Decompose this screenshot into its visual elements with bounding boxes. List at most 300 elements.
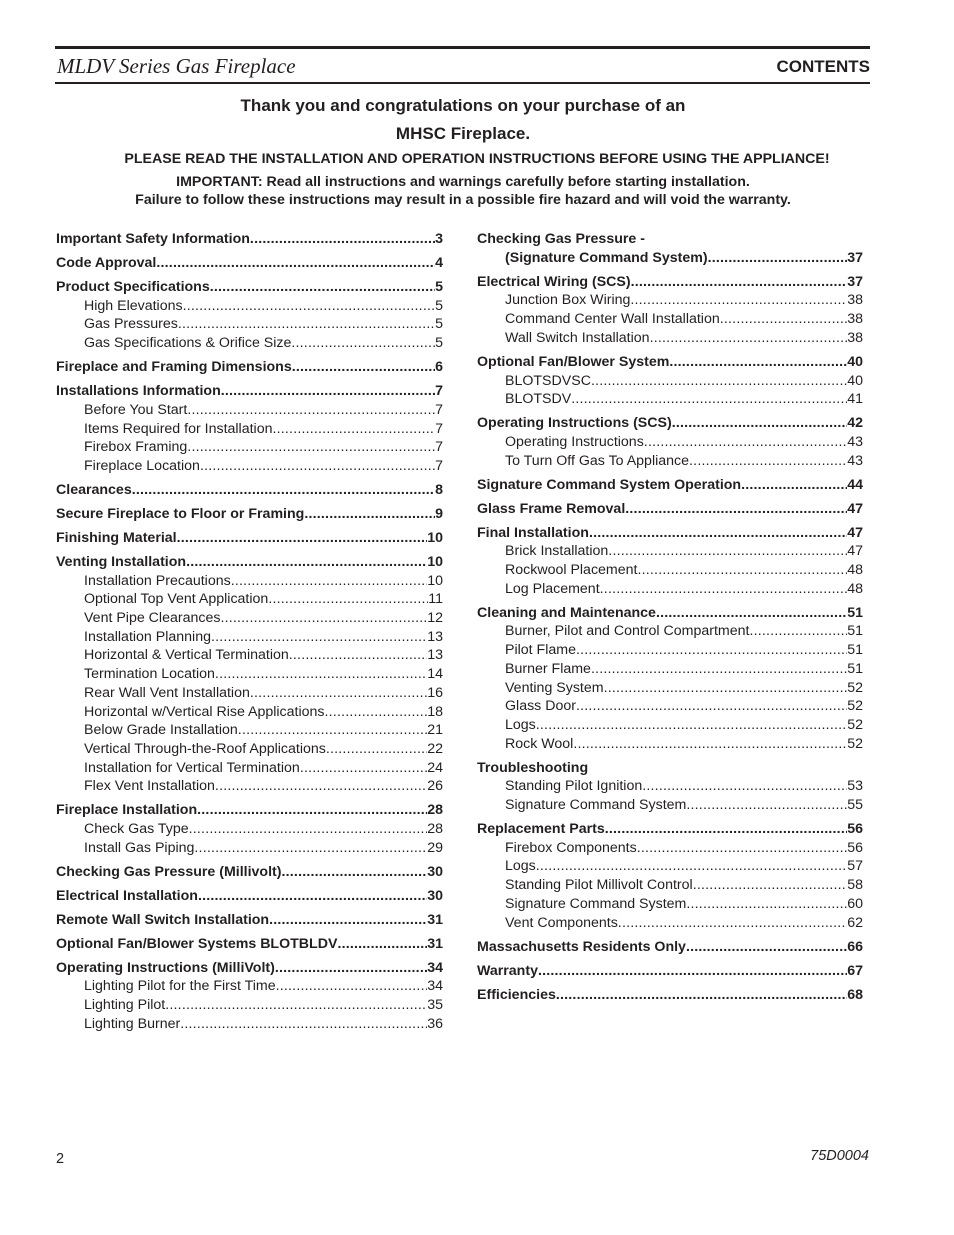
- toc-subentry[interactable]: [477, 735, 863, 754]
- toc-dot-leader: [536, 857, 847, 876]
- toc-page-number: 5: [435, 316, 443, 333]
- toc-entry[interactable]: [477, 938, 863, 957]
- toc-dot-leader: [686, 938, 847, 957]
- toc-entry-title: Standing Pilot Ignition: [505, 778, 643, 795]
- toc-entry-title: Horizontal & Vertical Termination: [84, 647, 289, 664]
- toc-subentry[interactable]: [477, 679, 863, 698]
- toc-dot-leader: [325, 703, 428, 722]
- toc-entry-title: Secure Fireplace to Floor or Framing: [56, 505, 305, 522]
- toc-dot-leader: [686, 895, 847, 914]
- toc-entry-title: Horizontal w/Vertical Rise Applications: [84, 703, 325, 720]
- toc-dot-leader: [272, 420, 435, 439]
- toc-dot-leader: [669, 353, 847, 372]
- toc-entry-title: Venting System: [505, 679, 604, 696]
- toc-entry-title: Vent Pipe Clearances: [84, 610, 221, 627]
- toc-entry[interactable]: [56, 505, 443, 524]
- toc-entry-title: Venting Installation: [56, 553, 187, 570]
- toc-dot-leader: [194, 839, 427, 858]
- toc-page-number: 67: [847, 962, 863, 979]
- toc-page-number: 13: [427, 628, 443, 645]
- toc-entry[interactable]: [56, 863, 443, 882]
- toc-subentry[interactable]: [56, 438, 443, 457]
- toc-subentry[interactable]: [477, 857, 863, 876]
- toc-dot-leader: [221, 382, 435, 401]
- toc-entry-title: Flex Vent Installation: [84, 778, 215, 795]
- toc-page-number: 12: [427, 610, 443, 627]
- toc-page-number: 6: [435, 359, 443, 376]
- toc-entry[interactable]: [477, 414, 863, 433]
- toc-entry[interactable]: [477, 759, 863, 778]
- toc-dot-leader: [180, 1015, 427, 1034]
- toc-subentry[interactable]: [56, 740, 443, 759]
- toc-subentry[interactable]: [477, 310, 863, 329]
- toc-dot-leader: [605, 820, 847, 839]
- toc-dot-leader: [304, 505, 435, 524]
- toc-subentry[interactable]: [477, 839, 863, 858]
- toc-entry-title: Signature Command System: [505, 797, 687, 814]
- toc-subentry[interactable]: [477, 876, 863, 895]
- toc-entry-title[interactable]: Checking Gas Pressure -: [477, 231, 645, 247]
- toc-dot-leader: [708, 249, 848, 268]
- toc-entry-title: Massachusetts Residents Only: [477, 938, 686, 955]
- toc-entry-title: Firebox Framing: [84, 439, 188, 456]
- toc-page-number: 52: [847, 735, 863, 752]
- toc-page-number: 41: [847, 391, 863, 408]
- toc-dot-leader: [292, 358, 435, 377]
- toc-entry-title: Install Gas Piping: [84, 839, 195, 856]
- toc-page-number: 10: [427, 553, 443, 570]
- toc-dot-leader: [337, 935, 427, 954]
- toc-entry-title: BLOTSDV: [505, 391, 572, 408]
- toc-dot-leader: [178, 315, 435, 334]
- toc-dot-leader: [672, 414, 848, 433]
- toc-subentry[interactable]: [56, 820, 443, 839]
- toc-page-number: 8: [435, 481, 443, 498]
- toc-dot-leader: [556, 986, 847, 1005]
- toc-page-number: 68: [847, 986, 863, 1003]
- toc-subentry[interactable]: [56, 996, 443, 1015]
- toc-dot-leader: [656, 604, 847, 623]
- toc-subentry[interactable]: [477, 697, 863, 716]
- page-number: 2: [56, 1151, 65, 1167]
- toc-dot-leader: [576, 641, 847, 660]
- toc-entry-title: Glass Frame Removal: [477, 500, 626, 517]
- toc-page-number: 37: [847, 273, 863, 290]
- toc-dot-leader: [165, 996, 427, 1015]
- toc-entry-title: Optional Fan/Blower System: [477, 353, 670, 370]
- toc-dot-leader: [573, 735, 847, 754]
- toc-entry-title: Clearances: [56, 481, 132, 498]
- toc-entry-title: Product Specifications: [56, 279, 210, 295]
- toc-dot-leader: [183, 297, 436, 316]
- toc-entry-title: Signature Command System Operation: [477, 476, 742, 493]
- toc-entry-title: Logs: [505, 858, 536, 875]
- toc-page-number: 35: [427, 997, 443, 1014]
- toc-dot-leader: [600, 580, 848, 599]
- toc-entry-title: Items Required for Installation: [84, 420, 273, 437]
- toc-entry[interactable]: [56, 382, 443, 401]
- document-code: 75D0004: [810, 1148, 869, 1164]
- toc-page-number: 7: [435, 401, 443, 418]
- toc-entry-title: Rock Wool: [505, 735, 574, 752]
- toc-page-number: 40: [847, 353, 863, 370]
- toc-entry[interactable]: [477, 500, 863, 519]
- toc-entry-title: Efficiencies: [477, 986, 556, 1003]
- toc-page-number: 26: [427, 778, 443, 795]
- toc-entry[interactable]: [477, 962, 863, 981]
- toc-dot-leader: [220, 609, 427, 628]
- toc-subentry[interactable]: [56, 839, 443, 858]
- toc-entry[interactable]: [56, 553, 443, 572]
- toc-entry[interactable]: [477, 273, 863, 292]
- toc-subentry[interactable]: [56, 457, 443, 476]
- toc-entry-title: Installation Planning: [84, 628, 211, 645]
- toc-subentry[interactable]: [477, 542, 863, 561]
- toc-entry-title: Lighting Burner: [84, 1015, 181, 1032]
- toc-subentry[interactable]: [477, 390, 863, 409]
- toc-right-column: [477, 230, 863, 1004]
- toc-entry-title: Operating Instructions: [505, 433, 644, 450]
- toc-dot-leader: [215, 665, 427, 684]
- read-instructions-warning: PLEASE READ THE INSTALLATION AND OPERATION INSTRUCTIONS BEFORE USING THE APPLIANCE!: [124, 151, 830, 167]
- toc-dot-leader: [625, 500, 847, 519]
- toc-dot-leader: [637, 839, 848, 858]
- toc-page-number: 28: [427, 821, 443, 838]
- toc-dot-leader: [132, 481, 435, 500]
- toc-entry[interactable]: [56, 935, 443, 954]
- toc-page-number: 5: [435, 297, 443, 314]
- toc-subentry[interactable]: [477, 561, 863, 580]
- toc-subentry[interactable]: [56, 777, 443, 796]
- toc-entry-title: Burner, Pilot and Control Compartment: [505, 623, 750, 640]
- toc-page-number: 48: [847, 580, 863, 597]
- toc-subentry[interactable]: [477, 796, 863, 815]
- toc-page-number: 7: [435, 420, 443, 437]
- toc-entry-title: Installation Precautions: [84, 572, 231, 589]
- toc-page-number: 58: [847, 877, 863, 894]
- toc-page-number: 51: [847, 660, 863, 677]
- toc-page-number: 7: [435, 383, 443, 400]
- toc-entry[interactable]: [477, 604, 863, 623]
- toc-subentry[interactable]: [56, 977, 443, 996]
- toc-entry-title: Lighting Pilot for the First Time: [84, 978, 276, 995]
- toc-entry[interactable]: [477, 249, 863, 268]
- toc-page-number: 11: [428, 591, 443, 608]
- toc-dot-leader: [289, 646, 427, 665]
- toc-entry[interactable]: [56, 959, 443, 978]
- toc-dot-leader: [291, 334, 435, 353]
- toc-page-number: 51: [847, 604, 863, 621]
- toc-entry-title: BLOTSDVSC: [505, 372, 591, 389]
- toc-subentry[interactable]: [56, 572, 443, 591]
- toc-entry-title: Warranty: [477, 962, 538, 979]
- toc-dot-leader: [189, 820, 428, 839]
- toc-page-number: 43: [847, 452, 863, 469]
- toc-entry-title: Electrical Wiring (SCS): [477, 273, 631, 290]
- toc-entry-title: Operating Instructions (SCS): [477, 415, 672, 432]
- toc-entry-title: Operating Instructions (MilliVolt): [56, 959, 275, 976]
- toc-subentry[interactable]: [477, 777, 863, 796]
- toc-entry-title: Finishing Material: [56, 529, 177, 546]
- toc-dot-leader: [187, 438, 435, 457]
- toc-dot-leader: [637, 561, 847, 580]
- toc-page-number: 62: [847, 914, 863, 931]
- document-title: MLDV Series Gas Fireplace: [57, 54, 296, 78]
- toc-subentry[interactable]: [56, 420, 443, 439]
- toc-entry[interactable]: [477, 524, 863, 543]
- toc-subentry[interactable]: [56, 759, 443, 778]
- toc-entry-title: Check Gas Type: [84, 821, 189, 838]
- toc-entry-title: Termination Location: [84, 666, 215, 683]
- toc-entry-title: Cleaning and Maintenance: [477, 604, 656, 621]
- toc-entry-title: High Elevations: [84, 297, 183, 314]
- toc-entry-title: Optional Top Vent Application: [84, 591, 269, 608]
- toc-subentry[interactable]: [56, 315, 443, 334]
- toc-dot-leader: [536, 716, 847, 735]
- section-title: CONTENTS: [776, 57, 870, 76]
- header-top-rule: [55, 46, 870, 49]
- toc-entry[interactable]: [56, 529, 443, 548]
- toc-page-number: 38: [847, 329, 863, 346]
- toc-entry-title: Logs: [505, 716, 536, 733]
- toc-entry[interactable]: [477, 820, 863, 839]
- toc-subentry[interactable]: [477, 641, 863, 660]
- toc-subentry[interactable]: [477, 433, 863, 452]
- toc-page-number: 60: [847, 895, 863, 912]
- toc-entry[interactable]: [56, 481, 443, 500]
- toc-page-number: 10: [427, 529, 443, 546]
- toc-subentry[interactable]: [477, 914, 863, 933]
- intro-thanks-line: Thank you and congratulations on your purchase of an: [240, 96, 686, 115]
- toc-entry-title: Installations Information: [56, 383, 221, 400]
- toc-dot-leader: [187, 401, 435, 420]
- toc-subentry[interactable]: [56, 401, 443, 420]
- toc-subentry[interactable]: [477, 329, 863, 348]
- toc-dot-leader: [231, 572, 428, 591]
- toc-entry-title: Fireplace Installation: [56, 802, 198, 819]
- toc-subentry[interactable]: [477, 291, 863, 310]
- toc-entry[interactable]: [477, 986, 863, 1005]
- toc-page-number: 51: [847, 623, 863, 640]
- toc-subentry[interactable]: [56, 628, 443, 647]
- toc-subentry[interactable]: [56, 609, 443, 628]
- toc-subentry[interactable]: [56, 297, 443, 316]
- toc-page-number: 28: [427, 802, 443, 819]
- toc-page-number: 13: [427, 647, 443, 664]
- toc-entry-title: Important Safety Information: [56, 231, 250, 247]
- toc-subentry[interactable]: [56, 665, 443, 684]
- toc-entry[interactable]: [56, 254, 443, 273]
- toc-entry-title: Burner Flame: [505, 660, 591, 677]
- toc-page-number: 9: [435, 505, 443, 522]
- toc-page-number: 16: [427, 684, 443, 701]
- toc-entry[interactable]: [477, 476, 863, 495]
- toc-subentry[interactable]: [56, 334, 443, 353]
- toc-page-number: 14: [427, 666, 443, 683]
- toc-subentry[interactable]: [477, 660, 863, 679]
- toc-page-number: 47: [847, 543, 863, 560]
- toc-page-number: 56: [847, 821, 863, 838]
- toc-page-number: 47: [847, 500, 863, 517]
- toc-page-number: 66: [847, 938, 863, 955]
- toc-page-number: 52: [847, 679, 863, 696]
- toc-subentry[interactable]: [56, 721, 443, 740]
- toc-dot-leader: [269, 911, 427, 930]
- toc-entry-title: Log Placement: [505, 580, 600, 597]
- toc-entry-title: Command Center Wall Installation: [505, 311, 720, 328]
- toc-entry[interactable]: [56, 278, 443, 297]
- toc-entry-title: (Signature Command System): [505, 249, 708, 266]
- toc-page-number: 38: [847, 311, 863, 328]
- toc-entry-title: Electrical Installation: [56, 887, 198, 904]
- toc-page-number: 36: [427, 1015, 443, 1032]
- toc-page-number: 31: [427, 935, 443, 952]
- toc-page-number: 7: [435, 439, 443, 456]
- toc-dot-leader: [275, 959, 427, 978]
- fire-hazard-warning: Failure to follow these instructions may result in a possible fire hazard and will void the warranty.: [135, 192, 791, 208]
- toc-dot-leader: [156, 254, 435, 273]
- toc-entry-title: Wall Switch Installation: [505, 329, 650, 346]
- toc-dot-leader: [608, 542, 847, 561]
- toc-page-number: 21: [427, 722, 443, 739]
- intro-product-line: MHSC Fireplace.: [395, 124, 531, 143]
- toc-dot-leader: [210, 278, 435, 297]
- toc-entry-title: Checking Gas Pressure (Millivolt): [56, 863, 282, 880]
- toc-dot-leader: [576, 697, 847, 716]
- header-bottom-rule: [55, 82, 870, 84]
- toc-dot-leader: [741, 476, 847, 495]
- toc-entry-title: Replacement Parts: [477, 821, 605, 838]
- toc-page-number: 24: [427, 759, 443, 776]
- toc-page-number: 34: [427, 978, 443, 995]
- toc-dot-leader: [215, 777, 427, 796]
- toc-page-number: 22: [427, 740, 443, 757]
- toc-dot-leader: [650, 329, 848, 348]
- toc-page-number: 51: [847, 642, 863, 659]
- toc-page-number: 52: [847, 716, 863, 733]
- toc-subentry[interactable]: [56, 684, 443, 703]
- toc-subentry[interactable]: [56, 646, 443, 665]
- toc-dot-leader: [300, 759, 427, 778]
- toc-entry-title: Below Grade Installation: [84, 722, 238, 739]
- toc-entry-title: Code Approval: [56, 255, 157, 271]
- toc-left-column: [56, 230, 443, 1034]
- toc-page-number: 42: [847, 415, 863, 432]
- toc-page-number: 5: [435, 335, 443, 352]
- toc-entry-title: Troubleshooting: [477, 759, 589, 776]
- toc-page-number: 43: [847, 433, 863, 450]
- toc-dot-leader: [250, 684, 427, 703]
- toc-page-number: 3: [435, 231, 443, 247]
- toc-entry-title: Rear Wall Vent Installation: [84, 684, 250, 701]
- toc-page-number: 52: [847, 698, 863, 715]
- toc-entry-title: Final Installation: [477, 524, 589, 541]
- toc-page-number: 38: [847, 292, 863, 309]
- toc-subentry[interactable]: [477, 452, 863, 471]
- toc-page-number: 10: [427, 572, 443, 589]
- toc-dot-leader: [198, 887, 427, 906]
- toc-dot-leader: [644, 433, 847, 452]
- toc-subentry[interactable]: [56, 1015, 443, 1034]
- toc-dot-leader: [186, 553, 427, 572]
- toc-subentry[interactable]: [477, 895, 863, 914]
- toc-page-number: 7: [435, 457, 443, 474]
- toc-dot-leader: [591, 660, 847, 679]
- toc-subentry[interactable]: [477, 622, 863, 641]
- toc-dot-leader: [200, 457, 435, 476]
- toc-page-number: 44: [847, 476, 863, 493]
- toc-dot-leader: [177, 529, 428, 548]
- toc-dot-leader: [686, 796, 847, 815]
- toc-entry-title: Before You Start: [84, 401, 188, 418]
- toc-dot-leader: [268, 590, 428, 609]
- toc-page-number: 18: [427, 703, 443, 720]
- toc-page-number: 29: [427, 839, 443, 856]
- toc-entry[interactable]: [56, 801, 443, 820]
- toc-entry-title: Brick Installation: [505, 543, 609, 560]
- toc-dot-leader: [631, 273, 848, 292]
- toc-entry-title: Gas Pressures: [84, 316, 178, 333]
- toc-entry[interactable]: [477, 353, 863, 372]
- toc-dot-leader: [211, 628, 427, 647]
- toc-entry-title: Fireplace Location: [84, 457, 200, 474]
- toc-page-number: 31: [427, 911, 443, 928]
- toc-page-number: 30: [427, 887, 443, 904]
- toc-subentry[interactable]: [477, 580, 863, 599]
- toc-entry-title: Signature Command System: [505, 895, 687, 912]
- toc-subentry[interactable]: [56, 590, 443, 609]
- toc-dot-leader: [538, 962, 847, 981]
- toc-entry-title: Firebox Components: [505, 839, 637, 856]
- toc-dot-leader: [238, 721, 427, 740]
- important-warning: IMPORTANT: Read all instructions and warnings carefully before starting installation.: [176, 174, 750, 190]
- toc-subentry[interactable]: [477, 372, 863, 391]
- toc-subentry[interactable]: [477, 716, 863, 735]
- toc-entry[interactable]: [56, 358, 443, 377]
- toc-page-number: 30: [427, 863, 443, 880]
- toc-entry-title: Vent Components: [505, 914, 618, 931]
- toc-entry-title: Glass Door: [505, 698, 576, 715]
- toc-entry-title: Junction Box Wiring: [505, 292, 631, 309]
- toc-dot-leader: [276, 977, 428, 996]
- toc-entry-title: Installation for Vertical Termination: [84, 759, 300, 776]
- toc-page-number: 57: [847, 858, 863, 875]
- toc-entry-title: Optional Fan/Blower Systems BLOTBLDV: [56, 935, 338, 952]
- toc-entry-title: To Turn Off Gas To Appliance: [505, 452, 690, 469]
- toc-dot-leader: [282, 863, 428, 882]
- toc-entry-title: Standing Pilot Millivolt Control: [505, 877, 693, 894]
- toc-page-number: 48: [847, 562, 863, 579]
- toc-entry[interactable]: [56, 911, 443, 930]
- toc-page-number: 40: [847, 372, 863, 389]
- toc-dot-leader: [571, 390, 847, 409]
- toc-subentry[interactable]: [56, 703, 443, 722]
- toc-dot-leader: [589, 524, 847, 543]
- toc-dot-leader: [197, 801, 427, 820]
- toc-page-number: 37: [847, 249, 863, 266]
- toc-page-number: 55: [847, 797, 863, 814]
- toc-entry[interactable]: [56, 230, 443, 249]
- toc-dot-leader: [250, 230, 435, 249]
- toc-page-number: 56: [847, 839, 863, 856]
- toc-dot-leader: [693, 876, 848, 895]
- toc-dot-leader: [591, 372, 847, 391]
- toc-entry[interactable]: [56, 887, 443, 906]
- toc-page-number: 47: [847, 524, 863, 541]
- toc-dot-leader: [689, 452, 847, 471]
- toc-entry-title: Pilot Flame: [505, 642, 576, 659]
- toc-entry-title: Vertical Through-the-Roof Applications: [84, 740, 326, 757]
